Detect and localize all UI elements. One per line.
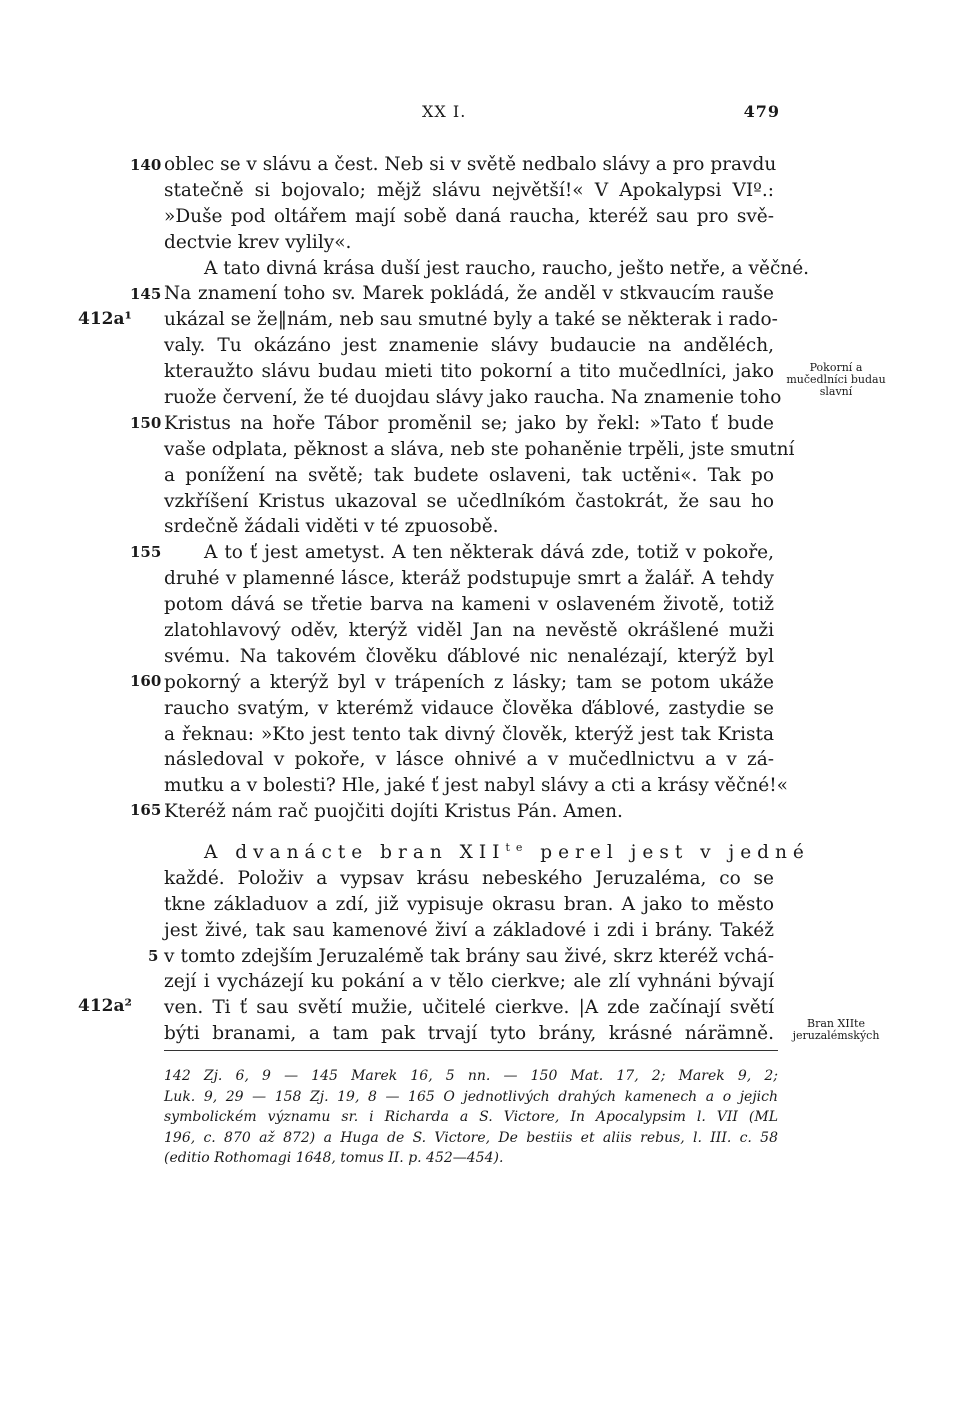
line-number-165: 165 [130, 801, 162, 819]
text-line: Na znamení toho sv. Marek pokládá, že anděl v stkvaucím rauše [164, 283, 774, 305]
text-line: ven. Ti ť sau světí mužie, učitelé cierkve. |A zde začínají světí [164, 997, 774, 1019]
text-line: zejí i vycházejí ku pokání a v tělo cierkve; ale zlí vyhnáni bývají [164, 971, 774, 993]
footnotes [164, 1066, 778, 1169]
text-line: Kristus na hoře Tábor proměnil se; jako by řekl: »Tato ť bude [164, 412, 774, 434]
line-number-160: 160 [130, 672, 162, 690]
text-line: každé. Položiv a vypsav krásu nebeského Jeruzaléma, co se [164, 867, 774, 889]
text-line: druhé v plamenné lásce, kteráž podstupuje smrt a žalář. A tehdy [164, 568, 774, 590]
text-line: dectvie krev vylily«. [164, 231, 352, 253]
page-number: 479 [743, 102, 780, 121]
text-line: následoval v pokoře, v lásce ohnivé a v mučedlnictvu a v zá- [164, 749, 774, 771]
text-line: mutku a v bolesti? Hle, jaké ť jest nabyl slávy a cti a krásy věčné!« [164, 775, 788, 797]
line-number-145: 145 [130, 285, 162, 303]
chapter-number: XX I. [422, 102, 467, 121]
text-line: valy. Tu okázáno jest znamenie slávy budaucie na anděléch, [164, 335, 774, 357]
footnote-line: (editio Rothomagi 1648, tomus II. p. 452—454). [164, 1150, 504, 1166]
text-line: Kteréž nám rač puojčiti dojíti Kristus Pán. Amen. [164, 801, 623, 823]
text-line: oblec se v slávu a čest. Neb si v světě nedbalo slávy a pro pravdu [164, 154, 777, 175]
text-line: kteraužto slávu budau mieti tito pokorní a tito mučedlníci, jako [164, 361, 774, 383]
text-line: pokorný a kterýž byl v trápeních z lásky; tam se potom ukáže [164, 671, 774, 693]
left-reference-1: 412a¹ [78, 309, 132, 329]
text-line: raucho svatým, v kterémž vidauce člověka ďáblové, zastydie se [164, 697, 774, 719]
text-line: A to ť jest ametyst. A ten některak dává zde, totiž v pokoře, [204, 542, 774, 564]
text-line: jest živé, tak sau kamenové živí a základové i zdi i brány. Takéž [164, 919, 774, 941]
text-line: svému. Na takovém člověku ďáblové nic nenalézají, kterýž byl [164, 645, 774, 667]
text-line: ruože červení, že té duojdau slávy jako raucha. Na znamenie toho [164, 387, 782, 409]
text-line: statečně si bojovalo; mějž slávu největší!« V Apokalypsi VIº.: [164, 179, 774, 201]
footnote-line: 142 Zj. 6, 9 — 145 Marek 16, 5 nn. — 150 Mat. 17, 2; Marek 9, 2; [164, 1068, 778, 1084]
page-header [160, 102, 780, 126]
text-line: ukázal se že‖nám, neb sau smutné byly a také se některak i rado- [164, 309, 778, 331]
text-line: býti branami, a tam pak trvají tyto brány, krásné nárämně. [164, 1023, 774, 1045]
text-line: tkne základuov a zdí, již vypisuje okrasu bran. A jako to město [164, 893, 774, 915]
text-line: potom dává se třetie barva na kameni v oslaveném životě, totiž [164, 594, 774, 616]
text-line: »Duše pod oltářem mají sobě daná raucha, kteréž sau pro svě- [164, 205, 774, 227]
section-title-a: A dvanácte bran XII [204, 842, 506, 863]
margin-note-bran: Bran XIIte jeruzalémských [792, 1017, 880, 1042]
text-line: a ponížení na světě; tak budete oslaveni, tak uctěni«. Tak po [164, 464, 774, 486]
text-line: vaše odplata, pěknost a sláva, neb ste pohaněnie trpěli, jste smutní [164, 438, 795, 460]
text-line: vzkříšení Kristus ukazoval se učedlníkóm častokrát, že sau ho [164, 490, 774, 512]
footnote-line: Luk. 9, 29 — 158 Zj. 19, 8 — 165 O jednotlivých drahých kamenech a o jejich [164, 1088, 778, 1105]
body-text-section-2 [164, 840, 810, 1047]
section-title-sup: te [505, 840, 529, 854]
footnote-line: symbolickém významu sr. i Richarda a S. Victore, In Apocalypsim l. VII (ML [164, 1109, 778, 1125]
text-line: a řeknau: »Kto jest tento tak divný člověk, kterýž jest tak Krista [164, 723, 774, 745]
text-line: v tomto zdejším Jeruzalémě tak brány sau živé, skrz kteréž vchá- [164, 945, 774, 967]
text-line: A tato divná krása duší jest raucho, raucho, ješto netře, a věčné. [204, 257, 810, 279]
footnote-line: 196, c. 870 až 872) a Huga de S. Victore, De bestiis et aliis rebus, l. III. c. 58 [164, 1129, 778, 1146]
section-title-line [164, 840, 810, 866]
line-number-155: 155 [130, 543, 162, 561]
text-line: srdečně žádali viděti v té zpuosobě. [164, 516, 499, 538]
left-reference-2: 412a² [78, 996, 132, 1016]
line-number-150: 150 [130, 414, 162, 432]
text-line: zlatohlavový oděv, kterýž viděl Jan na nevěstě okrášlené muži [164, 620, 774, 642]
body-text-section-1 [164, 152, 810, 825]
line-number-140: 140 [130, 156, 162, 174]
footnote-divider [164, 1050, 778, 1051]
line-number-5: 5 [148, 947, 159, 965]
section-title-b: perel jest v jedné [528, 842, 810, 863]
margin-note-pokorni: Pokorní a mučedlníci budau slavní [786, 361, 886, 398]
